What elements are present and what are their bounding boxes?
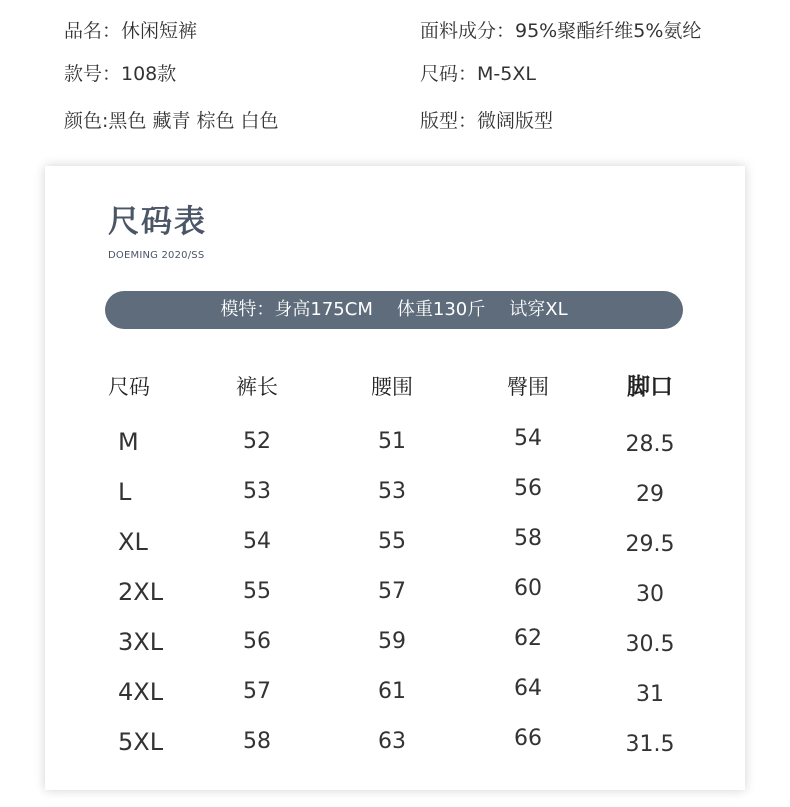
header-length: 裤长	[236, 375, 278, 399]
cell-length: 56	[243, 629, 271, 654]
cell-hip: 54	[514, 426, 542, 451]
size-range: 尺码：M-5XL	[420, 63, 536, 85]
cell-size: L	[118, 478, 132, 506]
cell-length: 55	[243, 579, 271, 604]
brand-season: DOEMING 2020/SS	[108, 250, 205, 261]
color-options: 颜色:黑色 藏青 棕色 白色	[64, 110, 279, 132]
header-hem: 脚口	[627, 374, 673, 400]
fit-type: 版型：微阔版型	[420, 110, 554, 132]
model-tried-size: 试穿XL	[509, 299, 568, 320]
cell-hem: 30	[636, 582, 664, 607]
cell-hem: 31.5	[625, 732, 675, 757]
product-info	[0, 0, 790, 160]
cell-size: XL	[118, 528, 148, 556]
cell-hem: 30.5	[625, 632, 675, 657]
cell-length: 58	[243, 729, 271, 754]
cell-hip: 66	[514, 726, 542, 751]
cell-length: 52	[243, 429, 271, 454]
size-chart-title: 尺码表	[108, 204, 207, 240]
cell-hem: 31	[636, 682, 664, 707]
cell-size: M	[118, 428, 139, 456]
cell-size: 3XL	[118, 628, 164, 656]
cell-waist: 51	[378, 429, 406, 454]
size-chart-card	[45, 166, 745, 790]
cell-length: 54	[243, 529, 271, 554]
cell-length: 53	[243, 479, 271, 504]
cell-length: 57	[243, 679, 271, 704]
cell-hip: 60	[514, 576, 542, 601]
cell-hem: 29.5	[625, 532, 675, 557]
header-waist: 腰围	[371, 375, 413, 399]
cell-hip: 64	[514, 676, 542, 701]
cell-size: 5XL	[118, 728, 164, 756]
model-height: 模特：身高175CM	[220, 299, 373, 320]
cell-waist: 61	[378, 679, 406, 704]
product-name: 品名：休闲短裤	[64, 20, 198, 42]
cell-hip: 58	[514, 526, 542, 551]
cell-hip: 56	[514, 476, 542, 501]
cell-waist: 63	[378, 729, 406, 754]
style-number: 款号：108款	[64, 63, 177, 85]
model-info-bar	[105, 291, 683, 329]
cell-hem: 28.5	[625, 432, 675, 457]
cell-waist: 59	[378, 629, 406, 654]
cell-waist: 53	[378, 479, 406, 504]
fabric-composition: 面料成分：95%聚酯纤维5%氨纶	[420, 20, 702, 42]
model-weight: 体重130斤	[396, 299, 486, 320]
header-hip: 臀围	[507, 375, 549, 399]
cell-waist: 55	[378, 529, 406, 554]
cell-size: 2XL	[118, 578, 164, 606]
header-size: 尺码	[108, 375, 150, 399]
cell-size: 4XL	[118, 678, 164, 706]
cell-hip: 62	[514, 626, 542, 651]
cell-hem: 29	[636, 482, 664, 507]
cell-waist: 57	[378, 579, 406, 604]
